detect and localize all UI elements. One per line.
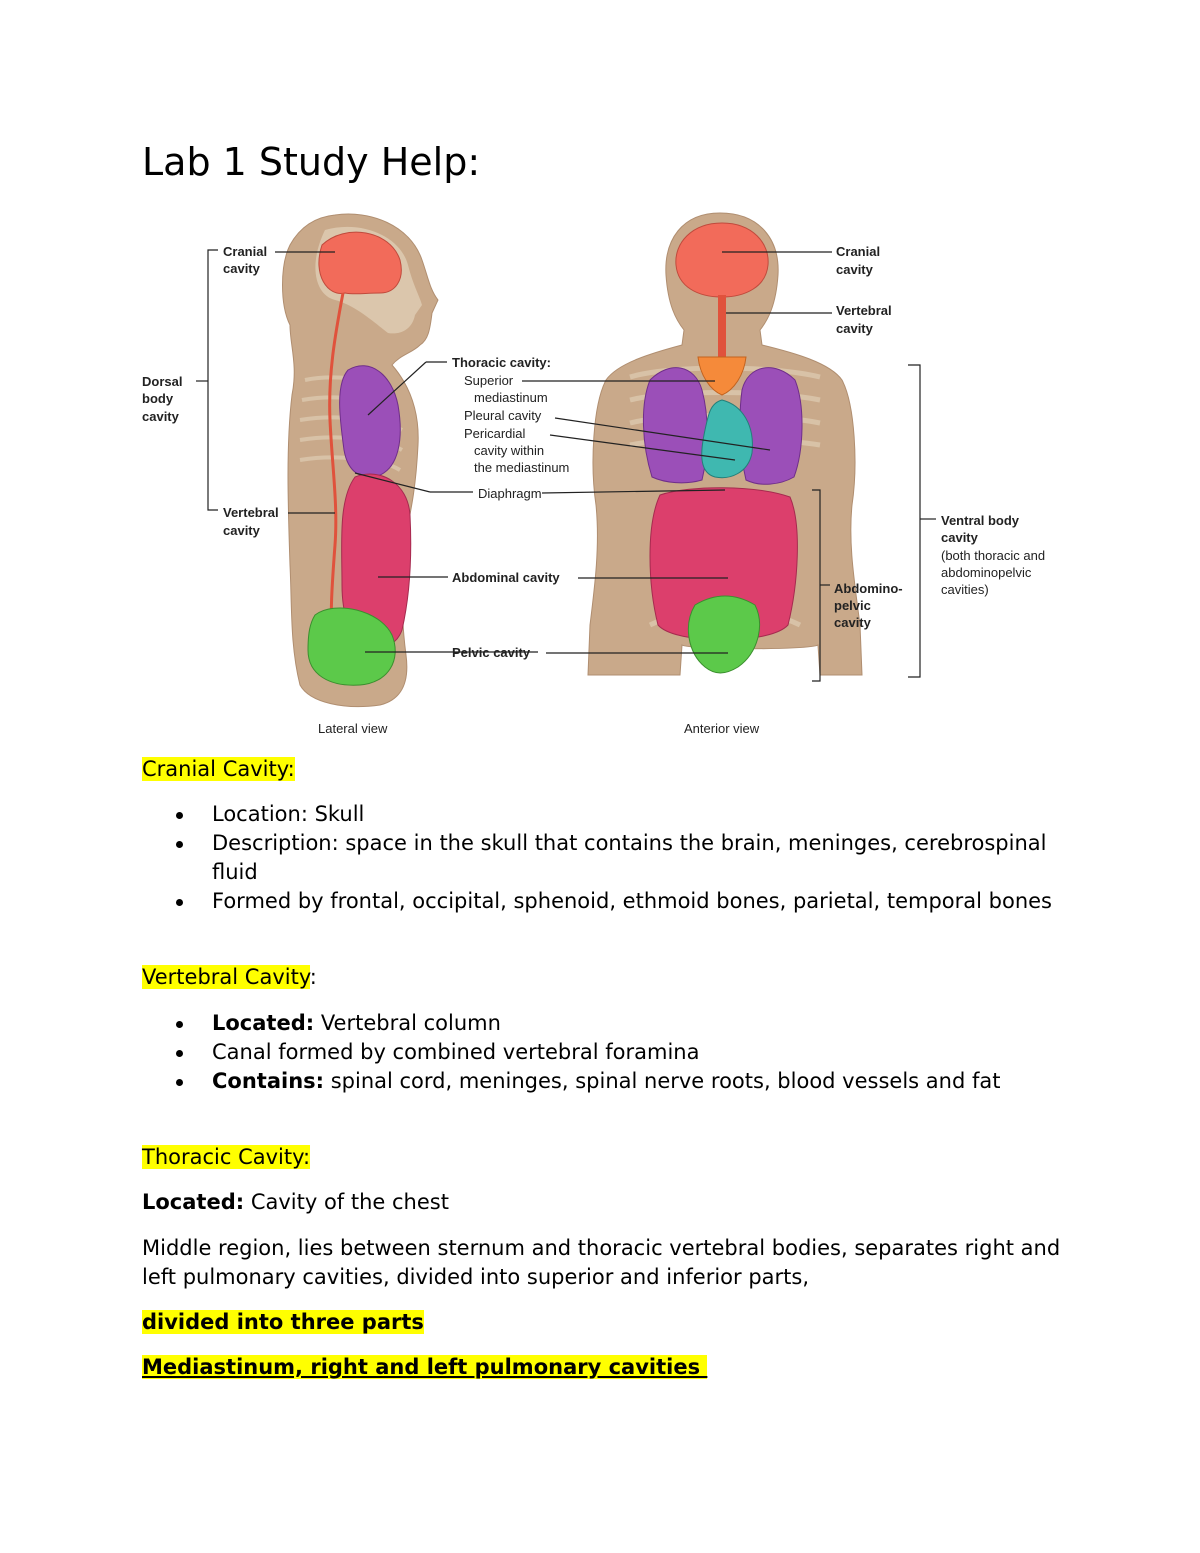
list-item: Description: space in the skull that contains the brain, meninges, cerebrospinal fluid <box>142 829 1082 887</box>
ventral-note: (both thoracic and abdominopelvic cavities) <box>941 548 1046 597</box>
cranial-list <box>142 800 1082 916</box>
located-text: Vertebral column <box>314 1011 501 1035</box>
anterior-cranial-label: Cranial cavity <box>836 244 881 277</box>
thoracic-located-text: Cavity of the chest <box>244 1190 449 1214</box>
anterior-vertebral-label: Vertebral cavity <box>836 303 892 336</box>
page-title: Lab 1 Study Help: <box>142 140 481 184</box>
thoracic-middle-paragraph: Middle region, lies between sternum and thoracic vertebral bodies, separates right and left pulmonary cavities, divided into superior and inferior parts, <box>142 1236 1061 1289</box>
superior-mediastinum-label: Superior mediastinum <box>464 373 548 405</box>
thoracic-located-label: Located: <box>142 1190 245 1214</box>
cranial-heading-text: Cranial Cavity: <box>142 757 295 781</box>
list-item <box>142 1067 1082 1096</box>
thoracic-heading <box>142 1144 310 1171</box>
diaphragm-label: Diaphragm <box>478 486 542 501</box>
contains-label: Contains: <box>212 1069 325 1093</box>
vertebral-heading-colon: : <box>309 965 317 989</box>
lateral-view <box>142 214 569 736</box>
anterior-vertebral-cavity <box>718 295 726 360</box>
list-item: Formed by frontal, occipital, sphenoid, ethmoid bones, parietal, temporal bones <box>142 887 1082 916</box>
cranial-heading <box>142 756 295 783</box>
parts-list-text: Mediastinum, right and left pulmonary cavities <box>142 1355 708 1379</box>
lateral-vertebral-label: Vertebral cavity <box>223 505 279 538</box>
abdominal-label: Abdominal cavity <box>452 570 560 585</box>
thoracic-located <box>142 1188 1082 1217</box>
pericardial-label: Pericardial cavity within the mediastinum <box>464 426 570 475</box>
list-item <box>142 1009 1082 1038</box>
abdominopelvic-label: Abdomino-pelvic cavity <box>834 581 903 630</box>
lateral-cranial-label: Cranial cavity <box>223 244 268 276</box>
ventral-label: Ventral body cavity <box>941 513 1020 545</box>
pleural-label: Pleural cavity <box>464 408 542 423</box>
list-item: Location: Skull <box>142 800 1082 829</box>
anterior-left-pleural-cavity <box>643 368 707 483</box>
parts-heading-text: divided into three parts <box>142 1310 424 1334</box>
thoracic-heading-label: Thoracic cavity: <box>452 355 551 370</box>
dorsal-label: Dorsal body cavity <box>142 374 183 424</box>
located-label: Located: <box>212 1011 315 1035</box>
contains-text: spinal cord, meninges, spinal nerve roots, blood vessels and fat <box>324 1069 1001 1093</box>
anterior-pelvic-cavity <box>688 596 759 673</box>
body-cavities-figure <box>130 205 1080 745</box>
anterior-view <box>522 213 1045 736</box>
thoracic-heading-text: Thoracic Cavity: <box>142 1145 311 1169</box>
anterior-view-caption: Anterior view <box>684 721 760 736</box>
vertebral-heading <box>142 964 317 991</box>
pelvic-label: Pelvic cavity <box>452 645 531 660</box>
list-item: Canal formed by combined vertebral foramina <box>142 1038 1082 1067</box>
lateral-view-caption: Lateral view <box>318 721 388 736</box>
vertebral-list <box>142 1009 1082 1096</box>
thoracic-parts-heading <box>142 1308 1082 1337</box>
anterior-cranial-cavity <box>676 223 768 297</box>
thoracic-parts-list <box>142 1353 1082 1382</box>
vertebral-heading-text: Vertebral Cavity <box>142 965 310 989</box>
